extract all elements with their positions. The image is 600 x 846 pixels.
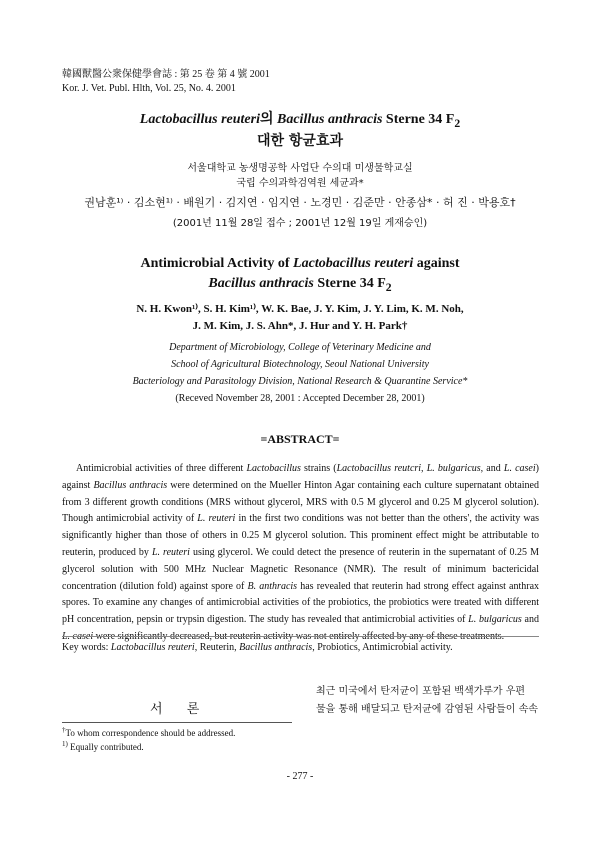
english-authors-line2: J. M. Kim, J. S. Ahn*, J. Hur and Y. H. Park† (192, 320, 408, 332)
abstract-italic: L. bulgaricus (468, 614, 522, 626)
footnote-text: To whom correspondence should be addressed. (65, 728, 236, 738)
korean-title-line2: 대한 항균효과 (256, 133, 344, 149)
page-number: - 277 - (286, 771, 314, 782)
footnote-correspondence (62, 728, 235, 738)
footnote-mark: 1) (62, 740, 68, 748)
en-title-strain-sub: 2 (385, 280, 392, 294)
abstract-italic: L. reuteri (151, 546, 190, 558)
korean-affiliation-2: 국립 수의과학검역원 세균과* (236, 178, 364, 189)
english-affiliation-3: Bacteriology and Parasitology Division, National Research & Quarantine Service* (132, 376, 468, 387)
title-species-1: Lactobacillus reuteri (139, 112, 260, 127)
english-affiliation-2: School of Agricultural Biotechnology, Seoul National University (171, 359, 429, 370)
abstract-italic: B. anthracis (247, 580, 298, 592)
en-title-species-1: Lactobacillus reuteri (293, 256, 414, 271)
title-species-2: Bacillus anthracis (277, 112, 383, 127)
keyword-italic: Bacillus anthracis (239, 642, 313, 653)
abstract-text: and (521, 614, 539, 626)
keyword-text: , Reuterin, (194, 642, 240, 653)
intro-text (316, 683, 540, 719)
abstract-text: were significantly decreased, but reuterin activity was not entirely affected by any of these treatments. (93, 630, 505, 642)
abstract-text: Antimicrobial activities of three different (76, 463, 247, 474)
abstract-italic: Bacillus anthracis (93, 479, 168, 491)
abstract-italic: L. casei (503, 463, 536, 474)
keywords (62, 642, 539, 653)
korean-dates: (2001년 11월 28일 접수 ; 2001년 12월 19일 게재승인) (172, 218, 428, 229)
abstract-divider (62, 636, 539, 637)
abstract-italic: Lactobacillus reutcri, L. bulgaricus, (336, 463, 484, 474)
abstract-italic: L. casei (62, 630, 94, 642)
title-strain-sub: 2 (454, 116, 461, 130)
abstract-text: using glycerol. We could detect the presence of reuterin in the supernatant of 0.25 M glycerol solution with 500 MHz Nuclear Magnetic Resonance (NMR). The result of minimum bactericidal concentration (dilution fold) against spore of (62, 546, 539, 592)
en-title-strain: Sterne 34 F (313, 276, 386, 291)
intro-line-2: 물을 통해 배달되고 탄저균에 감염된 사람들이 속속 (316, 704, 538, 715)
title-strain: Sterne 34 F (382, 112, 455, 127)
korean-title-line1 (0, 108, 600, 130)
english-dates: (Receved November 28, 2001 : Accepted December 28, 2001) (175, 393, 425, 404)
abstract-text: has revealed that reuterin had strong effect against anthrax spores. To examine any changes of antimicrobial activities of the probiotics, the probiotics were treated with different pH concentration, pepsin or trypsin digestion. The study has revealed that antimicrobial activities of (62, 580, 540, 626)
korean-affiliation-1: 서울대학교 농생명공학 사업단 수의대 미생물학교실 (187, 163, 413, 174)
en-title-part1: Antimicrobial Activity of (140, 256, 294, 271)
english-title-line1 (0, 256, 600, 272)
abstract-body (62, 461, 539, 646)
en-title-species-2: Bacillus anthracis (208, 276, 314, 291)
abstract-heading: =ABSTRACT= (260, 432, 340, 446)
en-title-part2: against (413, 256, 460, 271)
abstract-text: ) against (62, 463, 539, 491)
footnote-text: Equally contributed. (67, 742, 144, 752)
english-title-line2 (0, 276, 600, 294)
title-particle: 의 (259, 112, 277, 127)
keyword-italic: Lactobacillus reuteri (110, 642, 195, 653)
journal-line-english: Kor. J. Vet. Publ. Hlth, Vol. 25, No. 4. 2001 (62, 83, 236, 94)
keywords-label: Key words: (62, 642, 111, 653)
intro-heading: 서 론 (150, 702, 210, 717)
english-affiliation-1: Department of Microbiology, College of Veterinary Medicine and (169, 342, 431, 353)
abstract-text: and (483, 463, 504, 474)
abstract-text: were determined on the Mueller Hinton Agar containing each culture supernatant obtained from 3 different growth conditions (MRS without glycerol, MRS with 0.5 M glycerol and 0.25 M glycerol solution). Though antimicrobial activity of (62, 479, 539, 525)
abstract-italic: Lactobacillus (246, 463, 301, 474)
korean-authors: 권남훈¹⁾ · 김소현¹⁾ · 배원기 · 김지연 · 임지연 · 노경민 · 김준만 · 안종삼* · 허 진 · 박용호† (84, 196, 516, 209)
intro-line-1: 최근 미국에서 탄저균이 포함된 백색가루가 우편 (316, 686, 526, 697)
abstract-text: in the first two conditions was not better than the others', the activity was significantly higher than those of others in 0.25 M glycerol solution. This prominent effect might be attributable to reuterin, produced by (62, 513, 539, 558)
keyword-text: , Probiotics, Antimicrobial activity. (312, 642, 453, 653)
footnote-mark: † (62, 726, 66, 734)
footnote-equal-contribution (62, 742, 144, 752)
abstract-italic: L. reuteri (197, 513, 236, 525)
journal-citation (62, 68, 270, 96)
journal-line-korean: 韓國獸醫公衆保健學會誌 : 第 25 卷 第 4 號 2001 (62, 69, 270, 80)
footnote-divider (62, 722, 292, 723)
abstract-text: strains ( (300, 463, 337, 474)
english-authors-line1: N. H. Kwon¹⁾, S. H. Kim¹⁾, W. K. Bae, J. Y. Kim, J. Y. Lim, K. M. Noh, (136, 303, 464, 315)
